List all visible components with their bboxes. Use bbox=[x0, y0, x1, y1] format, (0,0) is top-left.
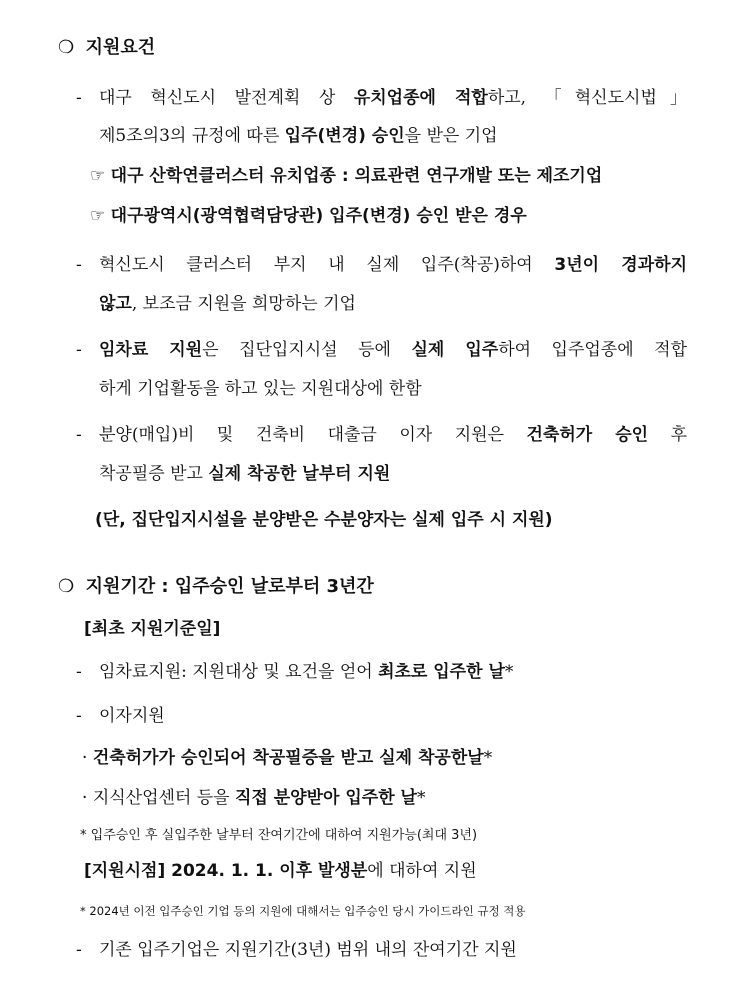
item3-dash: - bbox=[76, 340, 82, 360]
item4-line2: 착공필증 받고 실제 착공한 날부터 지원 bbox=[99, 464, 391, 484]
item4-note: (단, 집단입지시설을 분양받은 수분양자는 실제 입주 시 지원) bbox=[95, 510, 553, 530]
item4-line1: 분양(매입)비 및 건축비 대출금 이자 지원은 건축허가 승인 후 bbox=[99, 425, 687, 445]
middle-dot-icon: · bbox=[82, 748, 88, 768]
s2-dot1: · 건축허가가 승인되어 착공필증을 받고 실제 착공한날* bbox=[82, 748, 493, 768]
item1-line2: 제5조의3의 규정에 따른 입주(변경) 승인을 받은 기업 bbox=[99, 126, 498, 146]
item3-line2: 하게 기업활동을 하고 있는 지원대상에 한함 bbox=[99, 379, 422, 399]
s2-start: [지원시점] 2024. 1. 1. 이후 발생분에 대하여 지원 bbox=[84, 861, 477, 881]
s2-item2-dash: - bbox=[76, 706, 82, 726]
item1-sub1: ☞ 대구 산학연클러스터 유치업종 : 의료관련 연구개발 또는 제조기업 bbox=[90, 166, 603, 186]
highlight-text: 최초로 입주한 날 bbox=[378, 662, 505, 682]
s2-note1: * 입주승인 후 실입주한 날부터 잔여기간에 대하여 지원가능(최대 3년) bbox=[80, 828, 478, 843]
item2-dash: - bbox=[76, 255, 82, 275]
item1-line1: 대구 혁신도시 발전계획 상 유치업종에 적합하고, 「혁신도시법」 bbox=[99, 88, 687, 108]
circle-bullet-icon: ❍ bbox=[58, 576, 75, 597]
item2-line1: 혁신도시 클러스터 부지 내 실제 입주(착공)하여 3년이 경과하지 bbox=[99, 255, 687, 275]
item1-sub2: ☞ 대구광역시(광역협력담당관) 입주(변경) 승인 받은 경우 bbox=[90, 206, 527, 226]
section1-heading-row bbox=[58, 36, 155, 60]
highlight-text: 않고 bbox=[99, 294, 132, 314]
highlight-text: [지원시점] 2024. 1. 1. 이후 발생분 bbox=[84, 861, 368, 881]
section2-heading-row bbox=[58, 575, 374, 599]
s2-last: 기존 입주기업은 지원기간(3년) 범위 내의 잔여기간 지원 bbox=[99, 940, 517, 960]
section1-heading: 지원요건 bbox=[85, 37, 156, 58]
highlight-text: 실제 착공한 날부터 지원 bbox=[208, 464, 391, 484]
s2-dot2: · 지식산업센터 등을 직접 분양받아 입주한 날* bbox=[82, 788, 426, 808]
pointing-hand-icon: ☞ bbox=[90, 206, 106, 226]
s2-last-dash: - bbox=[76, 940, 82, 960]
highlight-text: 임차료 지원 bbox=[99, 340, 203, 360]
highlight-text: 3년이 경과하지 bbox=[554, 255, 687, 275]
item1-dash: - bbox=[76, 88, 82, 108]
circle-bullet-icon: ❍ bbox=[58, 37, 75, 58]
middle-dot-icon: · bbox=[82, 788, 88, 808]
section2-heading: 지원기간 : 입주승인 날로부터 3년간 bbox=[85, 576, 374, 597]
s2-item1-dash: - bbox=[76, 662, 82, 682]
item3-line1: 임차료 지원은 집단입지시설 등에 실제 입주하여 입주업종에 적합 bbox=[99, 340, 688, 360]
highlight-text: 입주(변경) 승인 bbox=[284, 126, 405, 146]
highlight-text: 건축허가 승인 bbox=[526, 425, 649, 445]
section2-subheading: [최초 지원기준일] bbox=[84, 619, 221, 639]
highlight-text: 유치업종에 적합 bbox=[353, 88, 488, 108]
highlight-text: 실제 입주 bbox=[411, 340, 499, 360]
s2-item2: 이자지원 bbox=[99, 706, 165, 726]
pointing-hand-icon: ☞ bbox=[90, 166, 106, 186]
s2-item1: 임차료지원: 지원대상 및 요건을 얻어 최초로 입주한 날* bbox=[99, 662, 514, 682]
item4-dash: - bbox=[76, 425, 82, 445]
item2-line2: 않고, 보조금 지원을 희망하는 기업 bbox=[99, 294, 356, 314]
s2-note2: * 2024년 이전 입주승인 기업 등의 지원에 대해서는 입주승인 당시 가이드라인 규정 적용 bbox=[80, 904, 526, 918]
highlight-text: 직접 분양받아 입주한 날 bbox=[235, 788, 417, 808]
